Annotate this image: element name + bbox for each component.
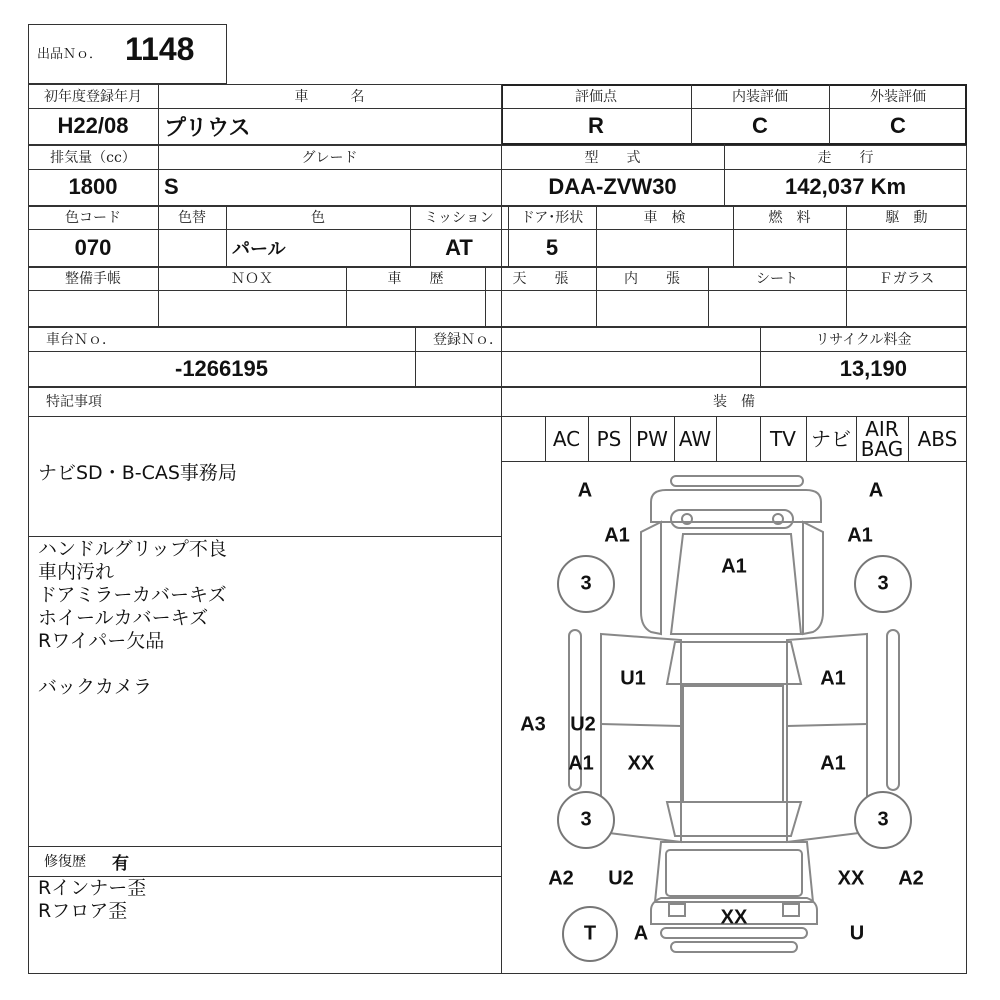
color-header: 色 [311,210,325,226]
damage-mark: XX [720,906,748,929]
damage-mark: A [577,479,593,502]
equipment-airbag: AIR BAG [860,416,904,461]
equipment-pw: PW [636,426,668,451]
chassis-header: 車台Ｎｏ． [46,331,116,348]
damage-mark: A1 [820,667,846,690]
fuel-value [733,229,846,266]
inspection-value [596,229,733,266]
damage-mark: 3 [877,808,889,831]
recycle-value: 13,190 [839,355,907,381]
fuel-header: 燃 料 [768,210,811,226]
damage-mark: U [849,922,865,945]
damage-mark: 3 [877,572,889,595]
damage-mark: A1 [847,524,873,547]
repair-value: 有 [112,854,129,874]
damage-mark: U2 [570,713,596,736]
grade-value: S [164,174,179,199]
damage-mark: A1 [568,752,594,775]
damage-mark: A [868,479,884,502]
equipment-navi: ナビ [811,426,851,451]
lot-number-value: 1148 [125,31,195,67]
equipment-ps: PS [596,426,622,451]
history-header: 車 歴 [387,271,444,287]
exterior-header: 外装評価 [870,89,926,105]
displacement-header: 排気量（cc） [50,149,136,166]
drive-header: 駆 動 [885,210,928,226]
damage-mark: A1 [604,524,630,547]
repair-lines: Rインナー歪 Rフロア歪 [38,877,147,922]
mission-header: ミッション [424,210,494,226]
f-glass-header: Ｆガラス [878,271,935,287]
damage-mark: U1 [620,667,646,690]
nox-header: ＮＯＸ [231,271,273,287]
equipment-abs: ABS [917,426,958,451]
damage-mark: XX [627,752,655,775]
equipment-blank-1 [501,416,545,461]
score-value: R [588,113,604,138]
equipment-tv: TV [770,426,796,451]
mission-value: AT [445,234,473,260]
interior-trim-header: 内 張 [624,271,680,287]
damage-mark: U2 [608,867,634,890]
interior-value: C [752,113,768,138]
damage-mark: A1 [721,555,747,578]
equipment-header: 装 備 [713,394,755,410]
drive-value [846,229,967,266]
damage-mark: A2 [898,867,924,890]
recycle-header: リサイクル料金 [815,331,912,348]
notes-main: ナビSD・B-CAS事務局 [38,462,237,484]
seat-header: シート [756,271,798,287]
equipment-ac: AC [552,426,581,451]
door-header: ドア･形状 [520,210,584,226]
door-value: 5 [545,234,559,260]
service-book-header: 整備手帳 [65,271,121,287]
damage-mark: T [583,922,597,945]
first-reg-value: H22/08 [57,113,129,138]
damage-mark: 3 [580,572,592,595]
model-header: 型 式 [584,149,641,166]
damage-mark: A [633,922,649,945]
damage-mark: 3 [580,808,592,831]
grade-header: グレード [301,149,358,166]
car-name-value: プリウス [164,114,251,140]
color-value: パール [232,238,286,259]
lot-number-box [28,24,227,84]
model-value: DAA-ZVW30 [548,174,677,199]
exterior-value: C [890,113,906,138]
first-reg-header: 初年度登録年月 [44,89,142,105]
notes-lines: ハンドルグリップ不良 車内汚れ ドアミラーカバーキズ ホイールカバーキズ Rワイパー欠品 バックカメラ [38,538,227,698]
reg-no-header: 登録Ｎｏ． [433,331,503,348]
lot-number-label: 出品Ｎｏ． [37,47,103,62]
displacement-value: 1800 [68,174,118,199]
equipment-blank-2 [716,416,760,461]
score-header: 評価点 [575,89,617,105]
damage-mark: A2 [548,867,574,890]
mileage-value: 142,037 Km [784,174,907,199]
repair-header: 修復歴 [44,854,86,870]
reg-no-value [415,351,760,386]
notes-header: 特記事項 [46,394,102,410]
damage-mark: XX [837,867,865,890]
color-code-header: 色コード [65,210,121,226]
color-code-value: 070 [74,234,112,260]
color-change-header: 色替 [178,210,206,226]
damage-mark: A1 [820,752,846,775]
color-change-value [158,229,226,266]
damage-mark: A3 [520,713,546,736]
mileage-header: 走 行 [817,149,874,166]
sunroof-header: 天 張 [512,271,569,287]
car-name-header: 車 名 [294,89,365,105]
inspection-header: 車 検 [643,210,686,226]
equipment-aw: AW [678,426,712,451]
chassis-value: -1266195 [175,355,268,381]
interior-header: 内装評価 [732,89,788,105]
